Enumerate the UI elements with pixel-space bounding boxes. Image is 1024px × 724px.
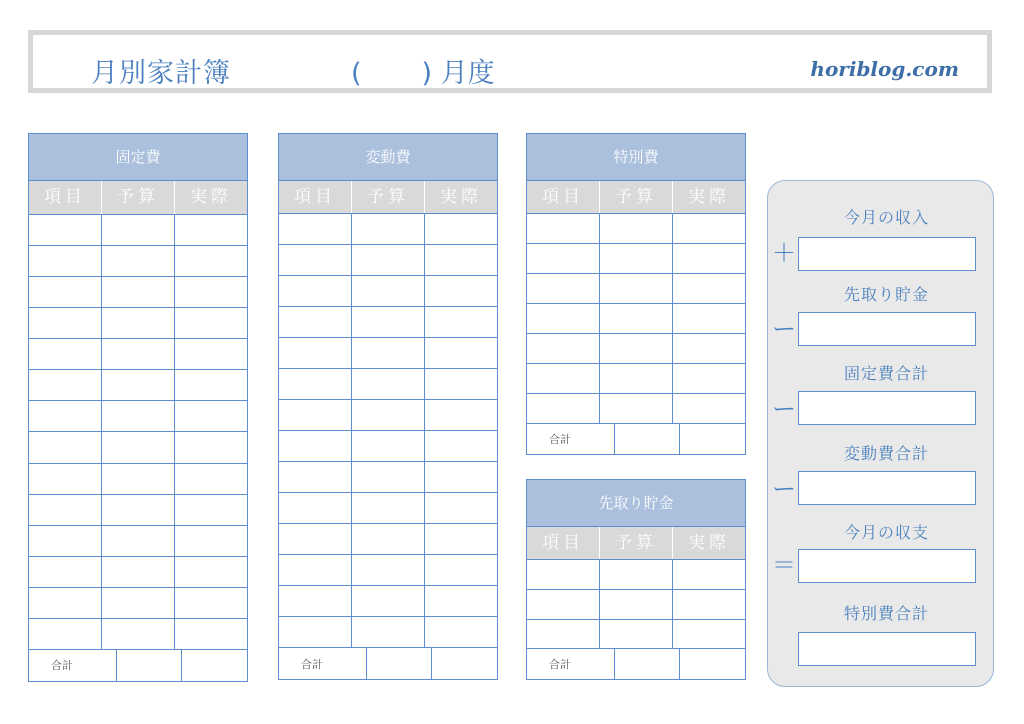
actual-cell[interactable] bbox=[673, 304, 745, 333]
table-row bbox=[29, 495, 247, 526]
item-cell[interactable] bbox=[29, 432, 102, 462]
budget-cell[interactable] bbox=[600, 394, 673, 423]
budget-cell[interactable] bbox=[352, 338, 425, 368]
item-cell[interactable] bbox=[279, 524, 352, 554]
summary-panel bbox=[767, 180, 994, 687]
minus-icon: ー bbox=[772, 395, 796, 423]
table-body bbox=[527, 560, 745, 679]
budget-cell[interactable] bbox=[352, 586, 425, 616]
budget-cell[interactable] bbox=[352, 617, 425, 647]
budget-cell[interactable] bbox=[102, 619, 175, 649]
table-title: 変動費 bbox=[279, 134, 497, 181]
table-row bbox=[279, 245, 497, 276]
column-budget: 予算 bbox=[600, 181, 673, 213]
table-row bbox=[527, 394, 745, 424]
budget-cell[interactable] bbox=[352, 493, 425, 523]
budget-cell[interactable] bbox=[102, 215, 175, 245]
table-body bbox=[279, 214, 497, 679]
brand-logo: horiblog.com bbox=[810, 57, 959, 81]
item-cell[interactable] bbox=[29, 495, 102, 525]
table-row bbox=[29, 557, 247, 588]
actual-cell[interactable] bbox=[425, 400, 497, 430]
item-cell[interactable] bbox=[527, 590, 600, 619]
summary-label: 今月の収支 bbox=[843, 523, 929, 542]
table-row bbox=[279, 555, 497, 586]
column-actual: 実際 bbox=[688, 533, 730, 553]
table-row bbox=[279, 462, 497, 493]
budget-cell[interactable] bbox=[102, 339, 175, 369]
item-cell[interactable] bbox=[279, 338, 352, 368]
savings-table bbox=[526, 479, 746, 680]
total-label: 合計 bbox=[527, 649, 615, 679]
actual-cell[interactable] bbox=[673, 394, 745, 423]
column-item: 項目 bbox=[279, 181, 352, 213]
actual-cell[interactable] bbox=[425, 338, 497, 368]
actual-cell[interactable] bbox=[175, 557, 247, 587]
special-total-field[interactable] bbox=[798, 632, 976, 666]
minus-icon: ー bbox=[772, 475, 796, 503]
actual-cell[interactable] bbox=[425, 524, 497, 554]
table-row bbox=[527, 304, 745, 334]
fixed-costs-table bbox=[28, 133, 248, 682]
budget-cell[interactable] bbox=[615, 649, 681, 679]
budget-cell[interactable] bbox=[102, 246, 175, 276]
table-row bbox=[279, 617, 497, 648]
minus-icon: ー bbox=[772, 315, 796, 343]
actual-cell[interactable] bbox=[425, 586, 497, 616]
budget-cell[interactable] bbox=[102, 464, 175, 494]
item-cell[interactable] bbox=[527, 560, 600, 589]
budget-cell[interactable] bbox=[600, 620, 673, 649]
column-item: 項目 bbox=[29, 181, 102, 214]
budget-cell[interactable] bbox=[352, 245, 425, 275]
total-row bbox=[29, 650, 247, 681]
table-row bbox=[279, 586, 497, 617]
actual-cell[interactable] bbox=[175, 370, 247, 400]
budget-cell[interactable] bbox=[352, 307, 425, 337]
actual-cell[interactable] bbox=[425, 307, 497, 337]
item-cell[interactable] bbox=[279, 214, 352, 244]
table-row bbox=[279, 493, 497, 524]
actual-cell[interactable] bbox=[680, 424, 745, 454]
actual-cell[interactable] bbox=[432, 648, 497, 679]
table-row bbox=[279, 524, 497, 555]
item-cell[interactable] bbox=[527, 334, 600, 363]
column-actual: 実際 bbox=[190, 187, 232, 207]
table-row bbox=[279, 214, 497, 245]
item-cell[interactable] bbox=[527, 620, 600, 649]
item-cell[interactable] bbox=[29, 526, 102, 556]
actual-cell[interactable] bbox=[680, 649, 745, 679]
item-cell[interactable] bbox=[29, 277, 102, 307]
item-cell[interactable] bbox=[527, 274, 600, 303]
table-row bbox=[527, 274, 745, 304]
equals-icon: ＝ bbox=[772, 551, 796, 579]
budget-cell[interactable] bbox=[600, 364, 673, 393]
actual-cell[interactable] bbox=[673, 364, 745, 393]
item-cell[interactable] bbox=[29, 215, 102, 245]
budget-cell[interactable] bbox=[102, 401, 175, 431]
column-item: 項目 bbox=[527, 527, 600, 559]
column-item: 項目 bbox=[527, 181, 600, 213]
summary-label: 変動費合計 bbox=[843, 444, 929, 463]
table-body bbox=[29, 215, 247, 681]
actual-cell[interactable] bbox=[175, 526, 247, 556]
item-cell[interactable] bbox=[279, 400, 352, 430]
table-row bbox=[29, 246, 247, 277]
actual-cell[interactable] bbox=[673, 590, 745, 619]
table-row bbox=[527, 620, 745, 650]
column-actual: 実際 bbox=[688, 187, 730, 207]
month-suffix: 月度 bbox=[440, 58, 495, 89]
item-cell[interactable] bbox=[279, 369, 352, 399]
summary-label: 先取り貯金 bbox=[843, 285, 929, 304]
summary-label: 固定費合計 bbox=[843, 364, 929, 383]
item-cell[interactable] bbox=[279, 555, 352, 585]
item-cell[interactable] bbox=[279, 493, 352, 523]
actual-cell[interactable] bbox=[175, 588, 247, 618]
item-cell[interactable] bbox=[29, 246, 102, 276]
actual-cell[interactable] bbox=[175, 464, 247, 494]
budget-cell[interactable] bbox=[352, 462, 425, 492]
actual-cell[interactable] bbox=[175, 308, 247, 338]
table-row bbox=[29, 588, 247, 619]
summary-label: 特別費合計 bbox=[843, 604, 929, 623]
income-field[interactable] bbox=[798, 237, 976, 271]
column-actual: 実際 bbox=[440, 187, 482, 207]
special-costs-table bbox=[526, 133, 746, 455]
item-cell[interactable] bbox=[29, 557, 102, 587]
item-cell[interactable] bbox=[279, 245, 352, 275]
actual-cell[interactable] bbox=[175, 619, 247, 649]
table-row bbox=[527, 560, 745, 590]
actual-cell[interactable] bbox=[673, 560, 745, 589]
total-row bbox=[527, 424, 745, 454]
item-cell[interactable] bbox=[527, 304, 600, 333]
plus-icon: ＋ bbox=[772, 239, 796, 267]
budget-cell[interactable] bbox=[352, 400, 425, 430]
summary-label: 今月の収入 bbox=[843, 208, 929, 227]
budget-cell[interactable] bbox=[600, 590, 673, 619]
table-row bbox=[29, 526, 247, 557]
budget-cell[interactable] bbox=[102, 277, 175, 307]
table-row bbox=[29, 339, 247, 370]
item-cell[interactable] bbox=[279, 307, 352, 337]
column-budget: 予算 bbox=[102, 181, 175, 214]
budget-cell[interactable] bbox=[600, 274, 673, 303]
total-row bbox=[279, 648, 497, 679]
variable-total-field[interactable] bbox=[798, 471, 976, 505]
item-cell[interactable] bbox=[527, 394, 600, 423]
savings-field[interactable] bbox=[798, 312, 976, 346]
table-header bbox=[527, 527, 745, 560]
actual-cell[interactable] bbox=[175, 339, 247, 369]
actual-cell[interactable] bbox=[425, 214, 497, 244]
actual-cell[interactable] bbox=[175, 432, 247, 462]
item-cell[interactable] bbox=[279, 431, 352, 461]
table-row bbox=[527, 590, 745, 620]
item-cell[interactable] bbox=[279, 462, 352, 492]
actual-cell[interactable] bbox=[673, 274, 745, 303]
table-row bbox=[279, 338, 497, 369]
budget-cell[interactable] bbox=[102, 495, 175, 525]
table-header bbox=[29, 181, 247, 215]
item-cell[interactable] bbox=[527, 214, 600, 243]
table-row bbox=[29, 308, 247, 339]
fixed-total-field[interactable] bbox=[798, 391, 976, 425]
table-row bbox=[279, 400, 497, 431]
column-budget: 予算 bbox=[352, 181, 425, 213]
actual-cell[interactable] bbox=[425, 493, 497, 523]
budget-cell[interactable] bbox=[367, 648, 433, 679]
page-title: 月別家計簿 bbox=[91, 58, 231, 89]
budget-cell[interactable] bbox=[352, 555, 425, 585]
budget-cell[interactable] bbox=[102, 557, 175, 587]
budget-cell[interactable] bbox=[600, 244, 673, 273]
item-cell[interactable] bbox=[29, 619, 102, 649]
budget-cell[interactable] bbox=[352, 276, 425, 306]
budget-cell[interactable] bbox=[352, 524, 425, 554]
actual-cell[interactable] bbox=[673, 244, 745, 273]
item-cell[interactable] bbox=[279, 586, 352, 616]
budget-cell[interactable] bbox=[352, 214, 425, 244]
month-close-paren: ) bbox=[421, 58, 433, 89]
item-cell[interactable] bbox=[527, 244, 600, 273]
page-header bbox=[28, 30, 992, 93]
item-cell[interactable] bbox=[279, 617, 352, 647]
table-row bbox=[29, 215, 247, 246]
budget-cell[interactable] bbox=[600, 214, 673, 243]
table-row bbox=[527, 214, 745, 244]
table-title: 特別費 bbox=[527, 134, 745, 181]
total-label: 合計 bbox=[29, 650, 117, 681]
item-cell[interactable] bbox=[279, 276, 352, 306]
table-header bbox=[279, 181, 497, 214]
table-row bbox=[279, 431, 497, 462]
table-row bbox=[29, 401, 247, 432]
table-row bbox=[279, 369, 497, 400]
table-row bbox=[279, 307, 497, 338]
budget-cell[interactable] bbox=[600, 334, 673, 363]
balance-field[interactable] bbox=[798, 549, 976, 583]
total-row bbox=[527, 649, 745, 679]
budget-cell[interactable] bbox=[102, 370, 175, 400]
item-cell[interactable] bbox=[29, 308, 102, 338]
month-open-paren: ( bbox=[351, 58, 362, 89]
actual-cell[interactable] bbox=[425, 276, 497, 306]
table-row bbox=[527, 334, 745, 364]
table-header bbox=[527, 181, 745, 214]
table-row bbox=[29, 277, 247, 308]
budget-cell[interactable] bbox=[117, 650, 183, 681]
budget-cell[interactable] bbox=[102, 432, 175, 462]
budget-cell[interactable] bbox=[352, 431, 425, 461]
item-cell[interactable] bbox=[29, 339, 102, 369]
budget-cell[interactable] bbox=[615, 424, 681, 454]
table-row bbox=[29, 619, 247, 650]
item-cell[interactable] bbox=[29, 588, 102, 618]
actual-cell[interactable] bbox=[175, 401, 247, 431]
table-title: 固定費 bbox=[29, 134, 247, 181]
item-cell[interactable] bbox=[29, 464, 102, 494]
budget-cell[interactable] bbox=[102, 588, 175, 618]
month-field bbox=[351, 51, 495, 90]
actual-cell[interactable] bbox=[425, 462, 497, 492]
item-cell[interactable] bbox=[29, 370, 102, 400]
budget-cell[interactable] bbox=[102, 526, 175, 556]
column-budget: 予算 bbox=[600, 527, 673, 559]
actual-cell[interactable] bbox=[175, 495, 247, 525]
actual-cell[interactable] bbox=[425, 617, 497, 647]
table-row bbox=[527, 364, 745, 394]
budget-cell[interactable] bbox=[600, 560, 673, 589]
budget-cell[interactable] bbox=[600, 304, 673, 333]
table-row bbox=[29, 464, 247, 495]
table-body bbox=[527, 214, 745, 454]
table-row bbox=[29, 370, 247, 401]
actual-cell[interactable] bbox=[673, 334, 745, 363]
actual-cell[interactable] bbox=[425, 245, 497, 275]
actual-cell[interactable] bbox=[175, 215, 247, 245]
total-label: 合計 bbox=[279, 648, 367, 679]
actual-cell[interactable] bbox=[425, 369, 497, 399]
table-title: 先取り貯金 bbox=[527, 480, 745, 527]
item-cell[interactable] bbox=[29, 401, 102, 431]
variable-costs-table bbox=[278, 133, 498, 680]
total-label: 合計 bbox=[527, 424, 615, 454]
actual-cell[interactable] bbox=[673, 620, 745, 649]
actual-cell[interactable] bbox=[175, 246, 247, 276]
actual-cell[interactable] bbox=[182, 650, 247, 681]
budget-cell[interactable] bbox=[352, 369, 425, 399]
actual-cell[interactable] bbox=[425, 431, 497, 461]
table-row bbox=[279, 276, 497, 307]
actual-cell[interactable] bbox=[425, 555, 497, 585]
table-row bbox=[527, 244, 745, 274]
table-row bbox=[29, 432, 247, 463]
budget-cell[interactable] bbox=[102, 308, 175, 338]
actual-cell[interactable] bbox=[175, 277, 247, 307]
actual-cell[interactable] bbox=[673, 214, 745, 243]
item-cell[interactable] bbox=[527, 364, 600, 393]
